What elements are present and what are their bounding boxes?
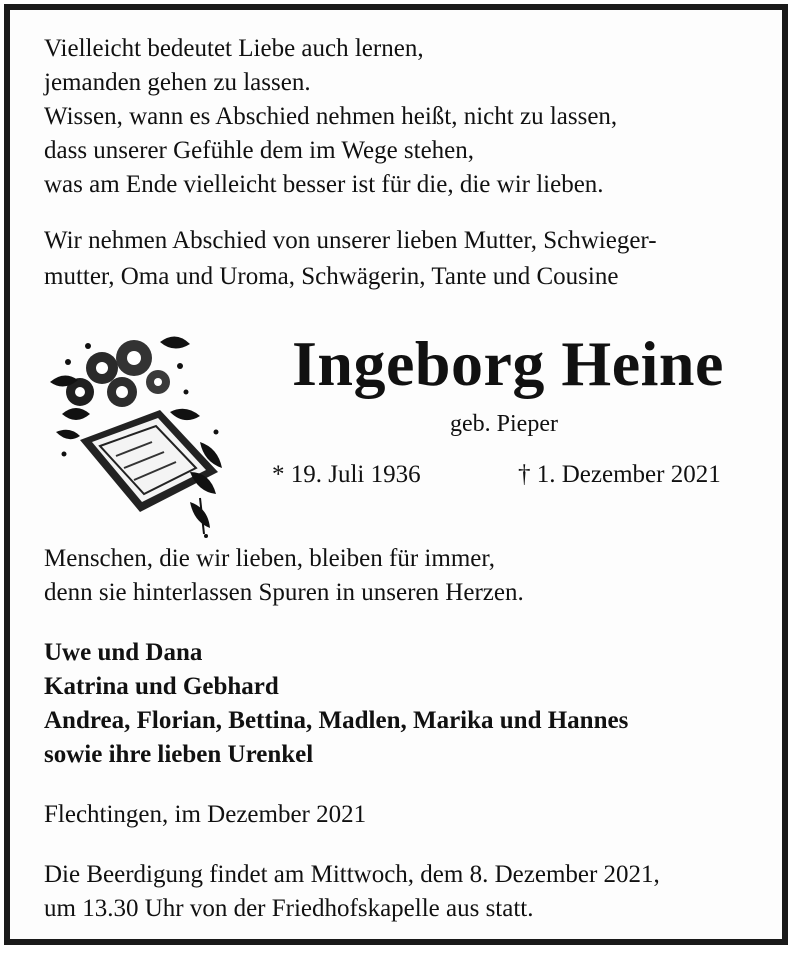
poem-line: Vielleicht bedeutet Liebe auch lernen, (44, 35, 424, 62)
funeral-line: Die Beerdigung findet am Mittwoch, dem 8. Dezember 2021, (44, 861, 660, 888)
poem-line: was am Ende vielleicht besser ist für die, die wir lieben. (44, 171, 604, 198)
intro-line: mutter, Oma und Uroma, Schwägerin, Tante und Cousine (44, 263, 619, 290)
poem-line: dass unserer Gefühle dem im Wege stehen, (44, 137, 475, 164)
poem-line: Wissen, wann es Abschied nehmen heißt, nicht zu lassen, (44, 103, 618, 130)
birth-name: geb. Pieper (450, 411, 558, 437)
place-date: Flechtingen, im Dezember 2021 (44, 801, 367, 828)
funeral-line: um 13.30 Uhr von der Friedhofskapelle aus statt. (44, 895, 534, 922)
birth-date: * 19. Juli 1936 (272, 461, 421, 488)
obituary-frame (4, 4, 788, 945)
deceased-name: Ingeborg Heine (292, 328, 724, 399)
mourner-line: sowie ihre lieben Urenkel (44, 741, 314, 768)
quote-line: denn sie hinterlassen Spuren in unseren Herzen. (44, 579, 524, 606)
mourner-line: Katrina und Gebhard (44, 673, 279, 700)
mourner-line: Uwe und Dana (44, 639, 203, 666)
quote-line: Menschen, die wir lieben, bleiben für immer, (44, 545, 495, 572)
mourner-line: Andrea, Florian, Bettina, Madlen, Marika und Hannes (44, 707, 629, 734)
flowers-book-illustration-icon (40, 322, 232, 540)
death-date: † 1. Dezember 2021 (518, 461, 721, 488)
intro-line: Wir nehmen Abschied von unserer lieben Mutter, Schwieger- (44, 227, 657, 254)
poem-line: jemanden gehen zu lassen. (44, 69, 311, 96)
